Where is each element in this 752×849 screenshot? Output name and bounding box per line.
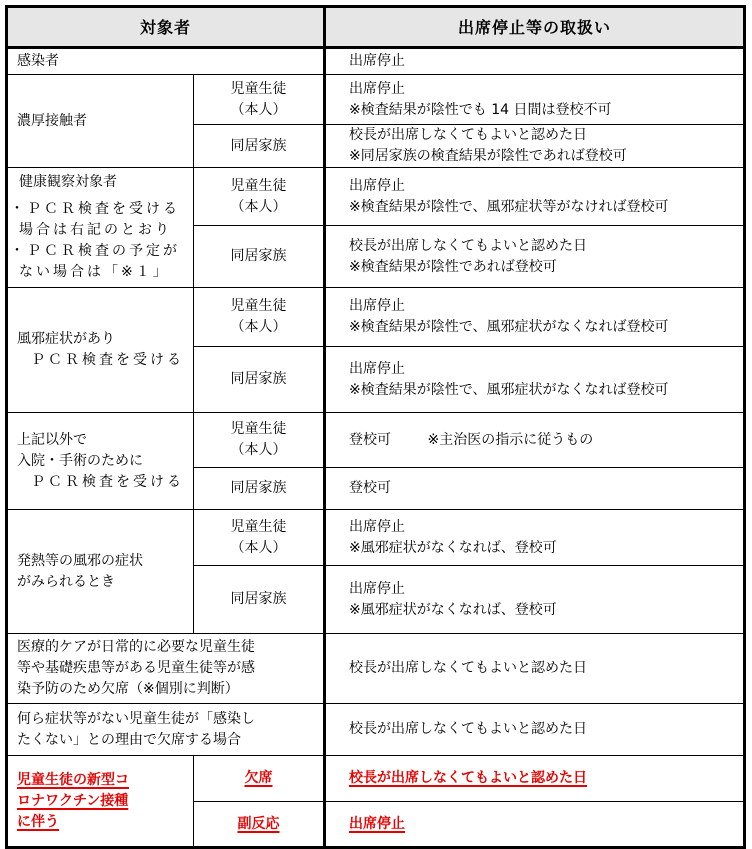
handling-cell: [325, 288, 745, 347]
who-cell: [194, 756, 325, 802]
table-row: [7, 634, 745, 704]
handling-cell: 校長が出席しなくてもよいと認めた日: [325, 704, 745, 756]
header-handling: 出席停止等の取扱い: [325, 7, 745, 48]
handling-line: 出席停止: [349, 518, 406, 535]
handling-line: 校長が出席しなくてもよいと認めた日: [349, 237, 588, 254]
handling-note: ※検査結果が陰性で、風邪症状がなくなれば登校可: [349, 319, 669, 335]
handling-note: ※検査結果が陰性で、風邪症状がなくなれば登校可: [349, 381, 669, 398]
who-cell: 同居家族: [194, 347, 325, 413]
handling-line: 出席停止: [349, 80, 406, 97]
table-row: [7, 510, 745, 566]
who-cell: [194, 802, 325, 848]
target-line: ・ＰＣＲ検査を受ける: [10, 201, 180, 217]
target-line: ＰＣＲ検査を受ける: [31, 352, 184, 368]
who-cell: 同居家族: [194, 468, 325, 510]
target-line: 染予防のため欠席（※個別に判断）: [17, 681, 239, 697]
target-line: 上記以外で: [17, 431, 87, 448]
who-line: 副反応: [237, 815, 280, 832]
handling-cell: 出席停止: [325, 48, 745, 75]
who-cell: [194, 413, 325, 468]
target-line: 風邪症状があり: [17, 331, 115, 347]
table-row: [7, 168, 745, 226]
who-cell: [194, 75, 325, 125]
header-row: [7, 7, 745, 48]
who-line: （本人）: [230, 198, 287, 215]
handling-line: 校長が出席しなくてもよいと認めた日: [349, 770, 588, 786]
handling-cell: [325, 413, 745, 468]
handling-note: ※主治医の指示に従うもの: [427, 431, 594, 448]
target-line: ・ＰＣＲ検査の予定が: [10, 243, 180, 259]
handling-line: 出席停止: [349, 580, 406, 597]
attendance-table: [5, 5, 746, 849]
handling-cell: [325, 756, 745, 802]
who-line: 児童生徒: [230, 421, 287, 437]
target-line: に伴う: [17, 813, 59, 830]
handling-cell: [325, 802, 745, 848]
target-cell: 濃厚接触者: [7, 75, 194, 168]
target-line: がみられるとき: [17, 573, 115, 590]
who-line: （本人）: [230, 442, 287, 458]
table-row: [7, 756, 745, 802]
who-line: 児童生徒: [230, 298, 287, 314]
who-line: （本人）: [230, 319, 287, 335]
target-cell: [7, 704, 325, 756]
target-line: 健康観察対象者: [19, 174, 117, 190]
target-cell: [7, 510, 194, 634]
table-row: [7, 288, 745, 347]
who-cell: [194, 168, 325, 226]
target-line: 発熱等の風邪の症状: [17, 552, 143, 569]
table-row: [7, 48, 745, 75]
target-line: ロナワクチン接種: [17, 792, 129, 809]
target-line: 等や基礎疾患等がある児童生徒等が感: [17, 660, 255, 676]
who-cell: 同居家族: [194, 566, 325, 634]
handling-cell: 登校可: [325, 468, 745, 510]
handling-cell: [325, 168, 745, 226]
handling-cell: 校長が出席しなくてもよいと認めた日: [325, 634, 745, 704]
who-line: 欠席: [244, 770, 273, 786]
target-line: 何ら症状等がない児童生徒が「感染し: [17, 710, 255, 727]
handling-cell: [325, 510, 745, 566]
target-cell: [7, 288, 194, 413]
handling-note: ※検査結果が陰性でも 14 日間は登校不可: [349, 101, 612, 118]
who-cell: [194, 288, 325, 347]
who-line: （本人）: [230, 539, 287, 556]
handling-cell: [325, 75, 745, 125]
handling-note: ※検査結果が陰性であれば登校可: [349, 258, 557, 275]
target-line: 場合は右記のとおり: [19, 222, 172, 238]
target-line: 医療的ケアが日常的に必要な児童生徒: [17, 639, 255, 655]
table-row: [7, 704, 745, 756]
target-cell: [7, 413, 194, 510]
target-cell: [7, 168, 194, 288]
who-line: 児童生徒: [230, 80, 287, 97]
target-line: ない場合は「※１」: [19, 264, 170, 280]
target-line: 児童生徒の新型コ: [17, 771, 129, 788]
handling-cell: [325, 125, 745, 168]
target-line: 入院・手術のために: [17, 452, 143, 469]
who-line: 児童生徒: [230, 177, 287, 194]
target-cell: 感染者: [7, 48, 325, 75]
handling-cell: [325, 226, 745, 288]
handling-cell: [325, 566, 745, 634]
handling-note: ※同居家族の検査結果が陰性であれば登校可: [349, 148, 627, 164]
who-cell: 同居家族: [194, 125, 325, 168]
table-row: [7, 75, 745, 125]
handling-note: ※風邪症状がなくなれば、登校可: [349, 601, 557, 618]
handling-line: 出席停止: [349, 177, 406, 194]
header-target: 対象者: [7, 7, 325, 48]
handling-cell: [325, 347, 745, 413]
handling-line: 出席停止: [349, 360, 406, 377]
who-cell: 同居家族: [194, 226, 325, 288]
target-cell: [7, 634, 325, 704]
handling-note: ※風邪症状がなくなれば、登校可: [349, 539, 557, 556]
target-cell: [7, 756, 194, 848]
who-line: 児童生徒: [230, 518, 287, 535]
table-row: [7, 413, 745, 468]
target-line: たくない」との理由で欠席する場合: [17, 731, 241, 748]
handling-line: 登校可: [349, 431, 392, 448]
who-cell: [194, 510, 325, 566]
handling-line: 出席停止: [349, 298, 406, 314]
who-line: （本人）: [230, 101, 287, 118]
handling-note: ※検査結果が陰性で、風邪症状等がなければ登校可: [349, 198, 669, 215]
target-line: ＰＣＲ検査を受ける: [31, 473, 184, 490]
handling-line: 校長が出席しなくてもよいと認めた日: [349, 127, 588, 143]
handling-line: 出席停止: [349, 815, 406, 832]
